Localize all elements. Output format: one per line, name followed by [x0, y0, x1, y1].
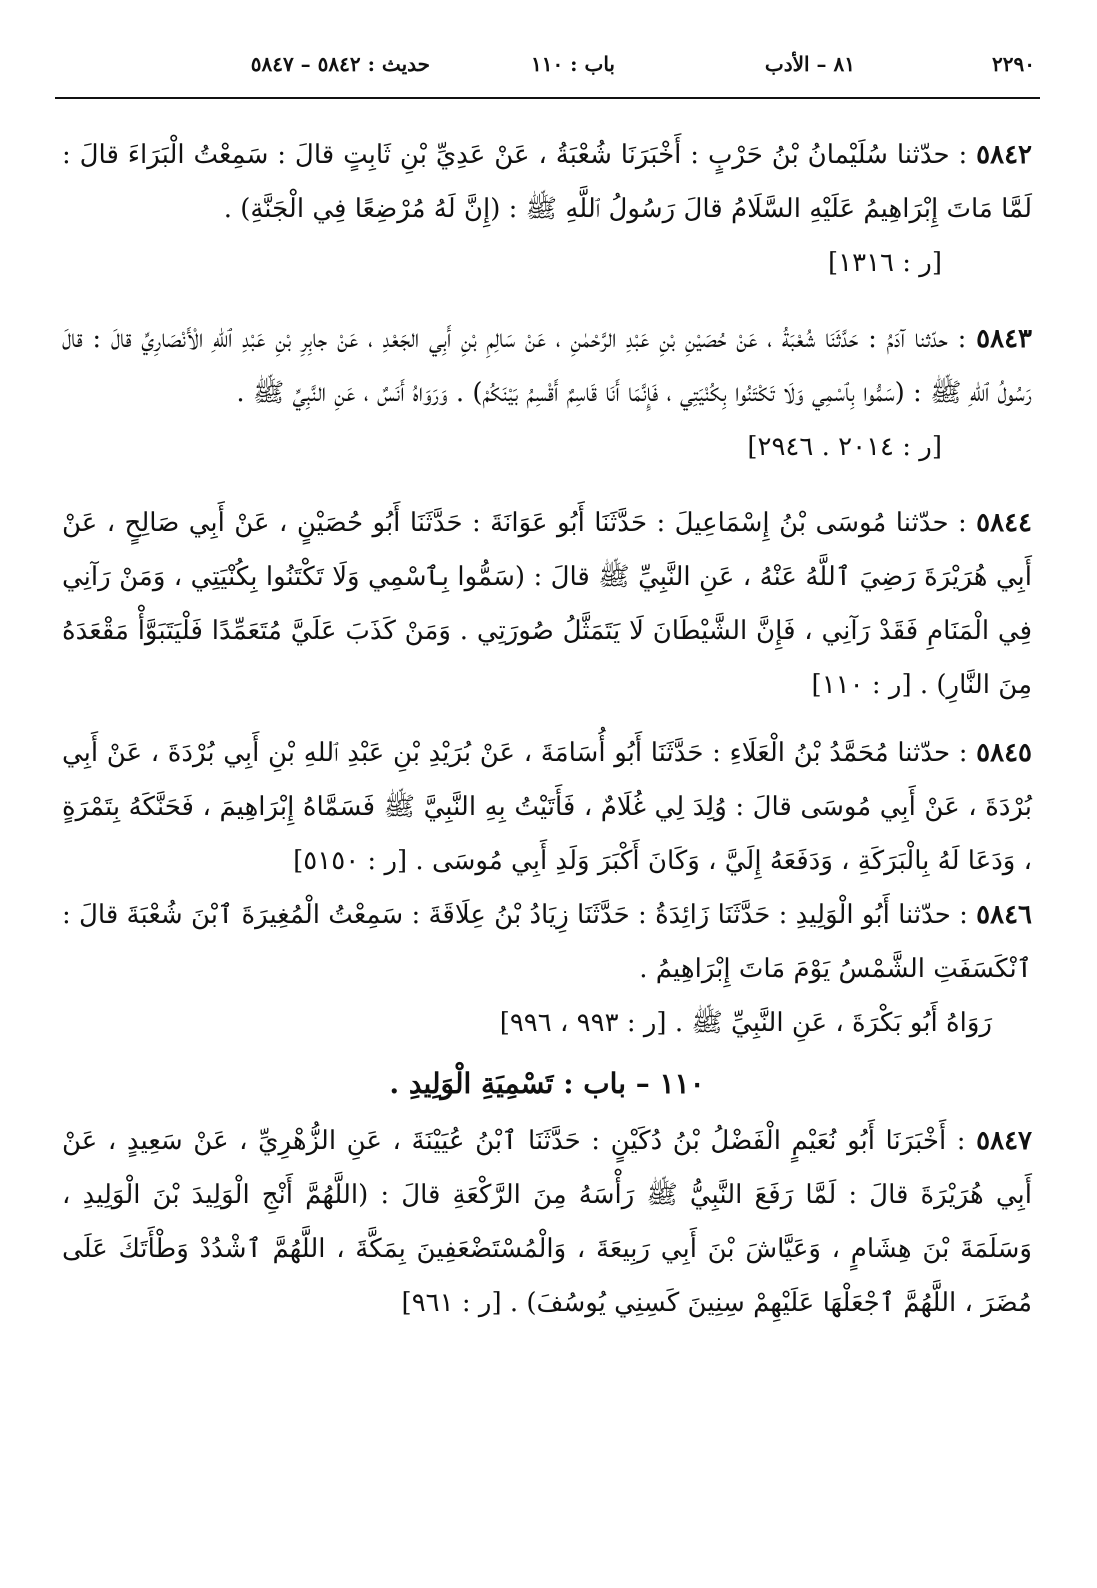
hadith-5845: [62, 726, 1032, 888]
hadith-reference: [ر : ٢٠١٤ . ٢٩٤٦]: [747, 432, 942, 462]
hadith-number: ٥٨٤٧: [976, 1126, 1032, 1156]
narration-text: رَوَاهُ أَبُو بَكْرَةَ ، عَنِ النَّبِيِّ ﷺ .: [674, 1008, 992, 1038]
hadith-5843: [62, 312, 1032, 474]
hadith-5847: [62, 1114, 1032, 1330]
hadith-narration-note: [62, 996, 1032, 1050]
header-divider: [55, 97, 1040, 99]
hadith-5842: [62, 128, 1032, 290]
hadith-reference: [ر : ١٣١٦]: [827, 248, 942, 278]
running-header: [105, 46, 1045, 88]
hadith-text: : حدّثنا أَبُو الْوَلِيدِ : حَدَّثَنَا زَائِدَةُ : حَدَّثَنَا زِيَادُ بْنُ عِلَاقَةَ : سَمِعْتُ الْمُغِيرَةَ ٱبْنَ شُعْبَةَ قالَ : ٱنْكَسَفَتِ الشَّمْسُ يَوْمَ مَاتَ إِبْرَاهِيمُ .: [62, 900, 1032, 984]
hadith-number: ٥٨٤٢: [976, 140, 1032, 170]
hadith-reference: [ر : ٩٩٣ ، ٩٩٦]: [499, 1008, 667, 1038]
hadith-reference: [ر : ٥١٥٠]: [293, 846, 408, 876]
hadith-5844: [62, 496, 1032, 712]
hadith-text: : حدّثنا سُلَيْمانُ بْنُ حَرْبٍ : أَخْبَرَنَا شُعْبَةُ ، عَنْ عَدِيِّ بْنِ ثَابِتٍ قالَ : سَمِعْتُ الْبَرَاءَ قالَ : لَمَّا مَاتَ إِبْرَاهِيمُ عَلَيْهِ السَّلَامُ قالَ رَسُولُ ٱللَّهِ ﷺ : (إِنَّ لَهُ مُرْضِعًا فِي الْجَنَّةِ) .: [62, 140, 1032, 224]
hadith-number: ٥٨٤٤: [976, 508, 1032, 538]
page-body: [62, 128, 1032, 1330]
hadith-number: ٥٨٤٣: [976, 324, 1032, 354]
hadith-reference: [ر : ٩٦١]: [401, 1288, 502, 1318]
chapter-heading: ١١٠ – باب : تَسْمِيَةِ الْوَلِيدِ .: [389, 1067, 705, 1100]
hadith-text: : حدّثنا مُحَمَّدُ بْنُ الْعَلَاءِ : حَدَّثَنَا أَبُو أُسَامَةَ ، عَنْ بُرَيْدِ بْنِ عَبْدِ ٱللهِ بْنِ أَبِي بُرْدَةَ ، عَنْ أَبِي بُرْدَةَ ، عَنْ أَبِي مُوسَى قالَ : وُلِدَ لِي غُلَامٌ ، فَأَتَيْتُ بِهِ النَّبِيَّ ﷺ فَسَمَّاهُ إِبْرَاهِيمَ ، فَحَنَّكَهُ بِتَمْرَةٍ ، وَدَعَا لَهُ بِالْبَرَكَةِ ، وَدَفَعَهُ إِلَيَّ ، وَكَانَ أَكْبَرَ وَلَدِ أَبِي مُوسَى .: [62, 738, 1032, 876]
book-title: ٨١ – الأدب: [764, 52, 855, 76]
hadith-5846: [62, 888, 1032, 1050]
hadith-number: ٥٨٤٦: [976, 900, 1032, 930]
hadith-text: : أَخْبَرَنَا أَبُو نُعَيْمٍ الْفَضْلُ بْنُ دُكَيْنٍ : حَدَّثَنَا ٱبْنُ عُيَيْنَةَ ، عَنِ الزُّهْرِيِّ ، عَنْ سَعِيدٍ ، عَنْ أَبِي هُرَيْرَةَ قالَ : لَمَّا رَفَعَ النَّبِيُّ ﷺ رَأْسَهُ مِنَ الرَّكْعَةِ قالَ : (اللَّهُمَّ أَنْجِ الْوَلِيدَ بْنَ الْوَلِيدِ ، وَسَلَمَةَ بْنَ هِشَامٍ ، وَعَيَّاشَ بْنَ أَبِي رَبِيعَةَ ، وَالْمُسْتَضْعَفِينَ بِمَكَّةَ ، اللَّهُمَّ ٱشْدُدْ وَطْأَتَكَ عَلَى مُضَرَ ، اللَّهُمَّ ٱجْعَلْهَا عَلَيْهِمْ سِنِينَ كَسِنِي يُوسُفَ) .: [62, 1126, 1032, 1318]
hadith-text: : حدّثنا مُوسَى بْنُ إِسْمَاعِيلَ : حَدَّثَنَا أَبُو عَوَانَةَ : حَدَّثَنَا أَبُو حُصَيْنٍ ، عَنْ أَبِي صَالِحٍ ، عَنْ أَبِي هُرَيْرَةَ رَضِيَ ٱللَّهُ عَنْهُ ، عَنِ النَّبِيِّ ﷺ قالَ : (سَمُّوا بِٱسْمِي وَلَا تَكْتَنُوا بِكُنْيَتِي ، وَمَنْ رَآنِي فِي الْمَنَامِ فَقَدْ رَآنِي ، فَإِنَّ الشَّيْطَانَ لَا يَتَمَثَّلُ صُورَتِي . وَمَنْ كَذَبَ عَلَيَّ مُتَعَمِّدًا فَلْيَتَبَوَّأْ مَقْعَدَهُ مِنَ النَّارِ) .: [62, 508, 1032, 700]
hadith-text: : حدّثنا آدَمُ : حَدَّثَنَا شُعْبَةُ ، عَنْ حُصَيْنِ بْنِ عَبْدِ الرَّحْمٰنِ ، عَنْ سَالِمِ بْنِ أَبِي الجَعْدِ ، عَنْ جابِرِ بْنِ عَبْدِ ٱللهِ الْأَنْصَارِيِّ قالَ : قالَ رَسُولُ ٱللهِ ﷺ : (سَمُّوا بِٱسْمِي وَلَا تَكْتَنُوا بِكُنْيَتِي ، فَإِنَّمَا أَنَا قَاسِمٌ أَقْسِمُ بَيْنَكُمْ) . وَرَوَاهُ أَنَسٌ ، عَنِ النَّبِيِّ ﷺ .: [62, 324, 1032, 408]
chapter-number: باب : ١١٠: [530, 52, 615, 76]
hadith-reference: [ر : ١١٠]: [811, 670, 912, 700]
hadith-range: حديث : ٥٨٤٢ – ٥٨٤٧: [250, 52, 430, 76]
page-number: ٢٢٩٠: [992, 52, 1035, 76]
hadith-number: ٥٨٤٥: [976, 738, 1032, 768]
